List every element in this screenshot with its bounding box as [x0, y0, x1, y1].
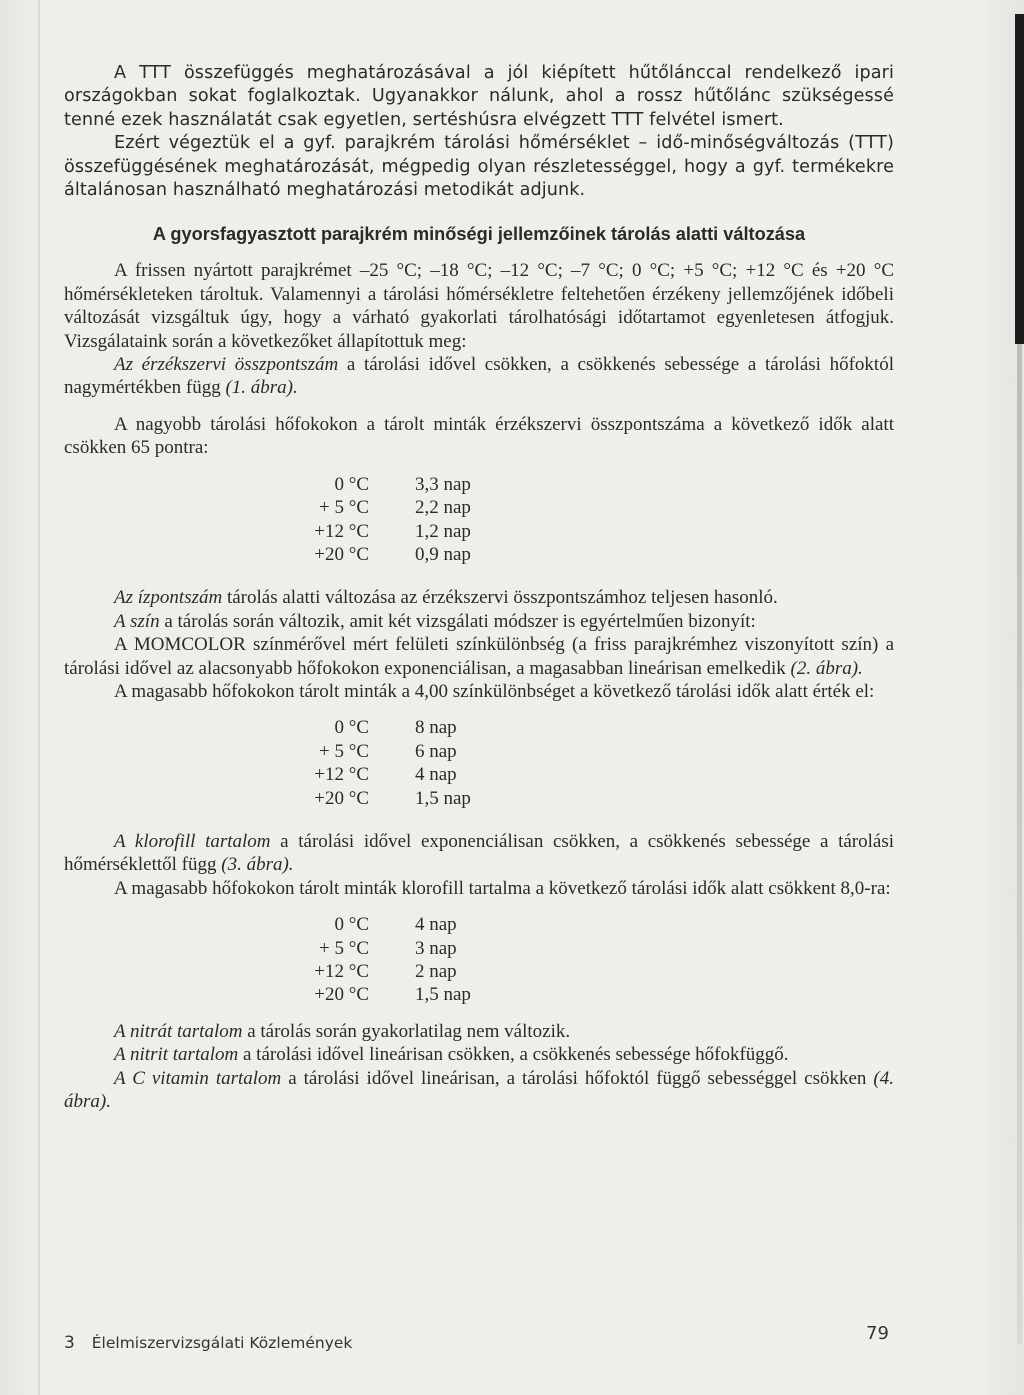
temperature-cell: + 5 °C: [319, 740, 369, 762]
storage-time-cell: 4 nap: [415, 914, 457, 936]
storage-time-cell: 8 nap: [415, 717, 457, 739]
storage-time-cell: 1,5 nap: [415, 787, 471, 809]
paragraph-ttt-intro: A TTT összefüggés meghatározásával a jól kiépített hűtőlánccal rendelkező ipari országokban sokat foglalkoztak. Ugyanakkor nálunk, ahol a rossz hűtőlánc szükségessé tenné ezek használatát csak egyetlen, sertéshúsra elvégzett TTT felvétel ismert.: [64, 63, 894, 130]
paragraph-taste-score: Az ízpontszám tárolás alatti változása az érzékszervi összpontszámhoz teljesen hasonló.: [114, 587, 778, 609]
figure-ref-2: (2. ábra).: [790, 657, 863, 679]
journal-name: Élelmiszervizsgálati Közlemények: [91, 1334, 353, 1352]
paragraph-color: A szín a tárolás során változik, amit két vizsgálati módszer is egyértelműen bizonyít:: [114, 610, 756, 632]
paragraph-nitrite: A nitrit tartalom a tárolási idővel lineárisan csökken, a csökkenés sebessége hőfokfüggő.: [114, 1044, 789, 1066]
table-row: [294, 496, 471, 519]
storage-time-cell: 0,9 nap: [415, 543, 471, 565]
table-row: [294, 716, 471, 739]
temperature-cell: +12 °C: [314, 764, 369, 786]
table-row: [294, 520, 471, 543]
emphasis-sensory: Az érzékszervi összpontszám: [114, 354, 339, 376]
temperature-cell: + 5 °C: [319, 497, 369, 519]
signature-mark: 3: [64, 1333, 75, 1353]
table-row: [294, 913, 471, 936]
paragraph-storage-temps: A frissen nyártott parajkrémet –25 °C; –18 °C; –12 °C; –7 °C; 0 °C; +5 °C; +12 °C és +20 °C hőmérsékleteken tároltuk. Valamennyi a tárolási hőmérsékletre feltehetően érzékeny jellemzőjének időbeli változását vizsgáltuk úgy, hogy a várható gyakorlati tárolhatósági időtartamot egyenletesen átfogjuk. Vizsgálataink során a következőket állapítottuk meg:: [64, 260, 894, 352]
temperature-cell: + 5 °C: [319, 937, 369, 959]
storage-time-cell: 1,5 nap: [415, 984, 471, 1006]
table-chlorophyll-times: [294, 913, 471, 1007]
storage-time-cell: 3 nap: [415, 937, 457, 959]
table-sensory-times: [294, 473, 471, 567]
table-row: [294, 937, 471, 960]
paragraph-method-goal: Ezért végeztük el a gyf. parajkrém tárolási hőmérséklet – idő-minőségváltozás (TTT) összefüggésének meghatározását, mégpedig olyan részletességgel, hogy a gyf. termékekre általánosan használható meghatározási metodikát adjunk.: [64, 133, 894, 201]
temperature-cell: +20 °C: [314, 984, 369, 1006]
page-body: [64, 62, 894, 1113]
temperature-cell: +20 °C: [314, 787, 369, 809]
paragraph-nitrate: A nitrát tartalom a tárolás során gyakorlatilag nem változik.: [114, 1020, 571, 1042]
paragraph-chlorophyll: A klorofill tartalom a tárolási idővel exponenciálisan csökken, a csökkenés sebessége a tárolási hőmérséklettől függ (3. ábra).: [64, 830, 895, 876]
figure-ref-3: (3. ábra).: [221, 854, 294, 876]
table-row: [294, 763, 471, 786]
section-heading: A gyorsfagyasztott parajkrém minőségi jellemzőinek tárolás alatti változása: [152, 224, 806, 245]
paragraph-vitamin-c: A C vitamin tartalom a tárolási idővel lineárisan, a tárolási hőfoktól függő sebességgel csökken (4. ábra).: [64, 1067, 894, 1113]
temperature-cell: 0 °C: [334, 717, 369, 739]
page-footer: [64, 1333, 352, 1353]
temperature-cell: 0 °C: [334, 914, 369, 936]
scan-edge-shadow: [1017, 344, 1022, 1344]
figure-ref-1: (1. ábra).: [225, 377, 298, 399]
paragraph-chlorophyll-times: A magasabb hőfokokon tárolt minták klorofill tartalma a következő tárolási idők alatt csökkent 8,0-ra:: [114, 877, 891, 899]
temperature-cell: 0 °C: [334, 473, 369, 495]
table-row: [294, 960, 471, 983]
page-fold-shadow: [38, 0, 40, 1395]
storage-time-cell: 6 nap: [415, 740, 457, 762]
temperature-cell: +20 °C: [314, 543, 369, 565]
storage-time-cell: 1,2 nap: [415, 520, 471, 542]
table-row: [294, 740, 471, 763]
temperature-cell: +12 °C: [314, 520, 369, 542]
storage-time-cell: 3,3 nap: [415, 473, 471, 495]
paragraph-color-times: A magasabb hőfokokon tárolt minták a 4,00 színkülönbséget a következő tárolási idők alatt érték el:: [114, 680, 875, 702]
storage-time-cell: 4 nap: [415, 764, 457, 786]
scan-edge-dark: [1015, 14, 1024, 344]
table-row: [294, 543, 471, 566]
paragraph-sensory-times: A nagyobb tárolási hőfokokon a tárolt minták érzékszervi összpontszáma a következő idők alatt csökken 65 pontra:: [64, 413, 894, 459]
table-row: [294, 473, 471, 496]
paragraph-momcolor: A MOMCOLOR színmérővel mért felületi színkülönbség (a friss parajkrémhez viszonyított szín) a tárolási idővel az alacsonyabb hőfokokon exponenciálisan, a magasabban lineárisan emelkedik (2. ábra).: [64, 634, 894, 679]
figure-ref-4: (4. ábra).: [64, 1067, 894, 1113]
table-color-times: [294, 716, 471, 810]
storage-time-cell: 2 nap: [415, 961, 457, 982]
page-number: 79: [866, 1323, 889, 1344]
table-row: [294, 787, 471, 810]
temperature-cell: +12 °C: [314, 961, 369, 982]
table-row: [294, 983, 471, 1006]
paragraph-sensory-score: Az érzékszervi összpontszám a tárolási idővel csökken, a csökkenés sebessége a tárolási hőfoktól nagymértékben függ (1. ábra).: [64, 354, 894, 399]
storage-time-cell: 2,2 nap: [415, 497, 471, 519]
